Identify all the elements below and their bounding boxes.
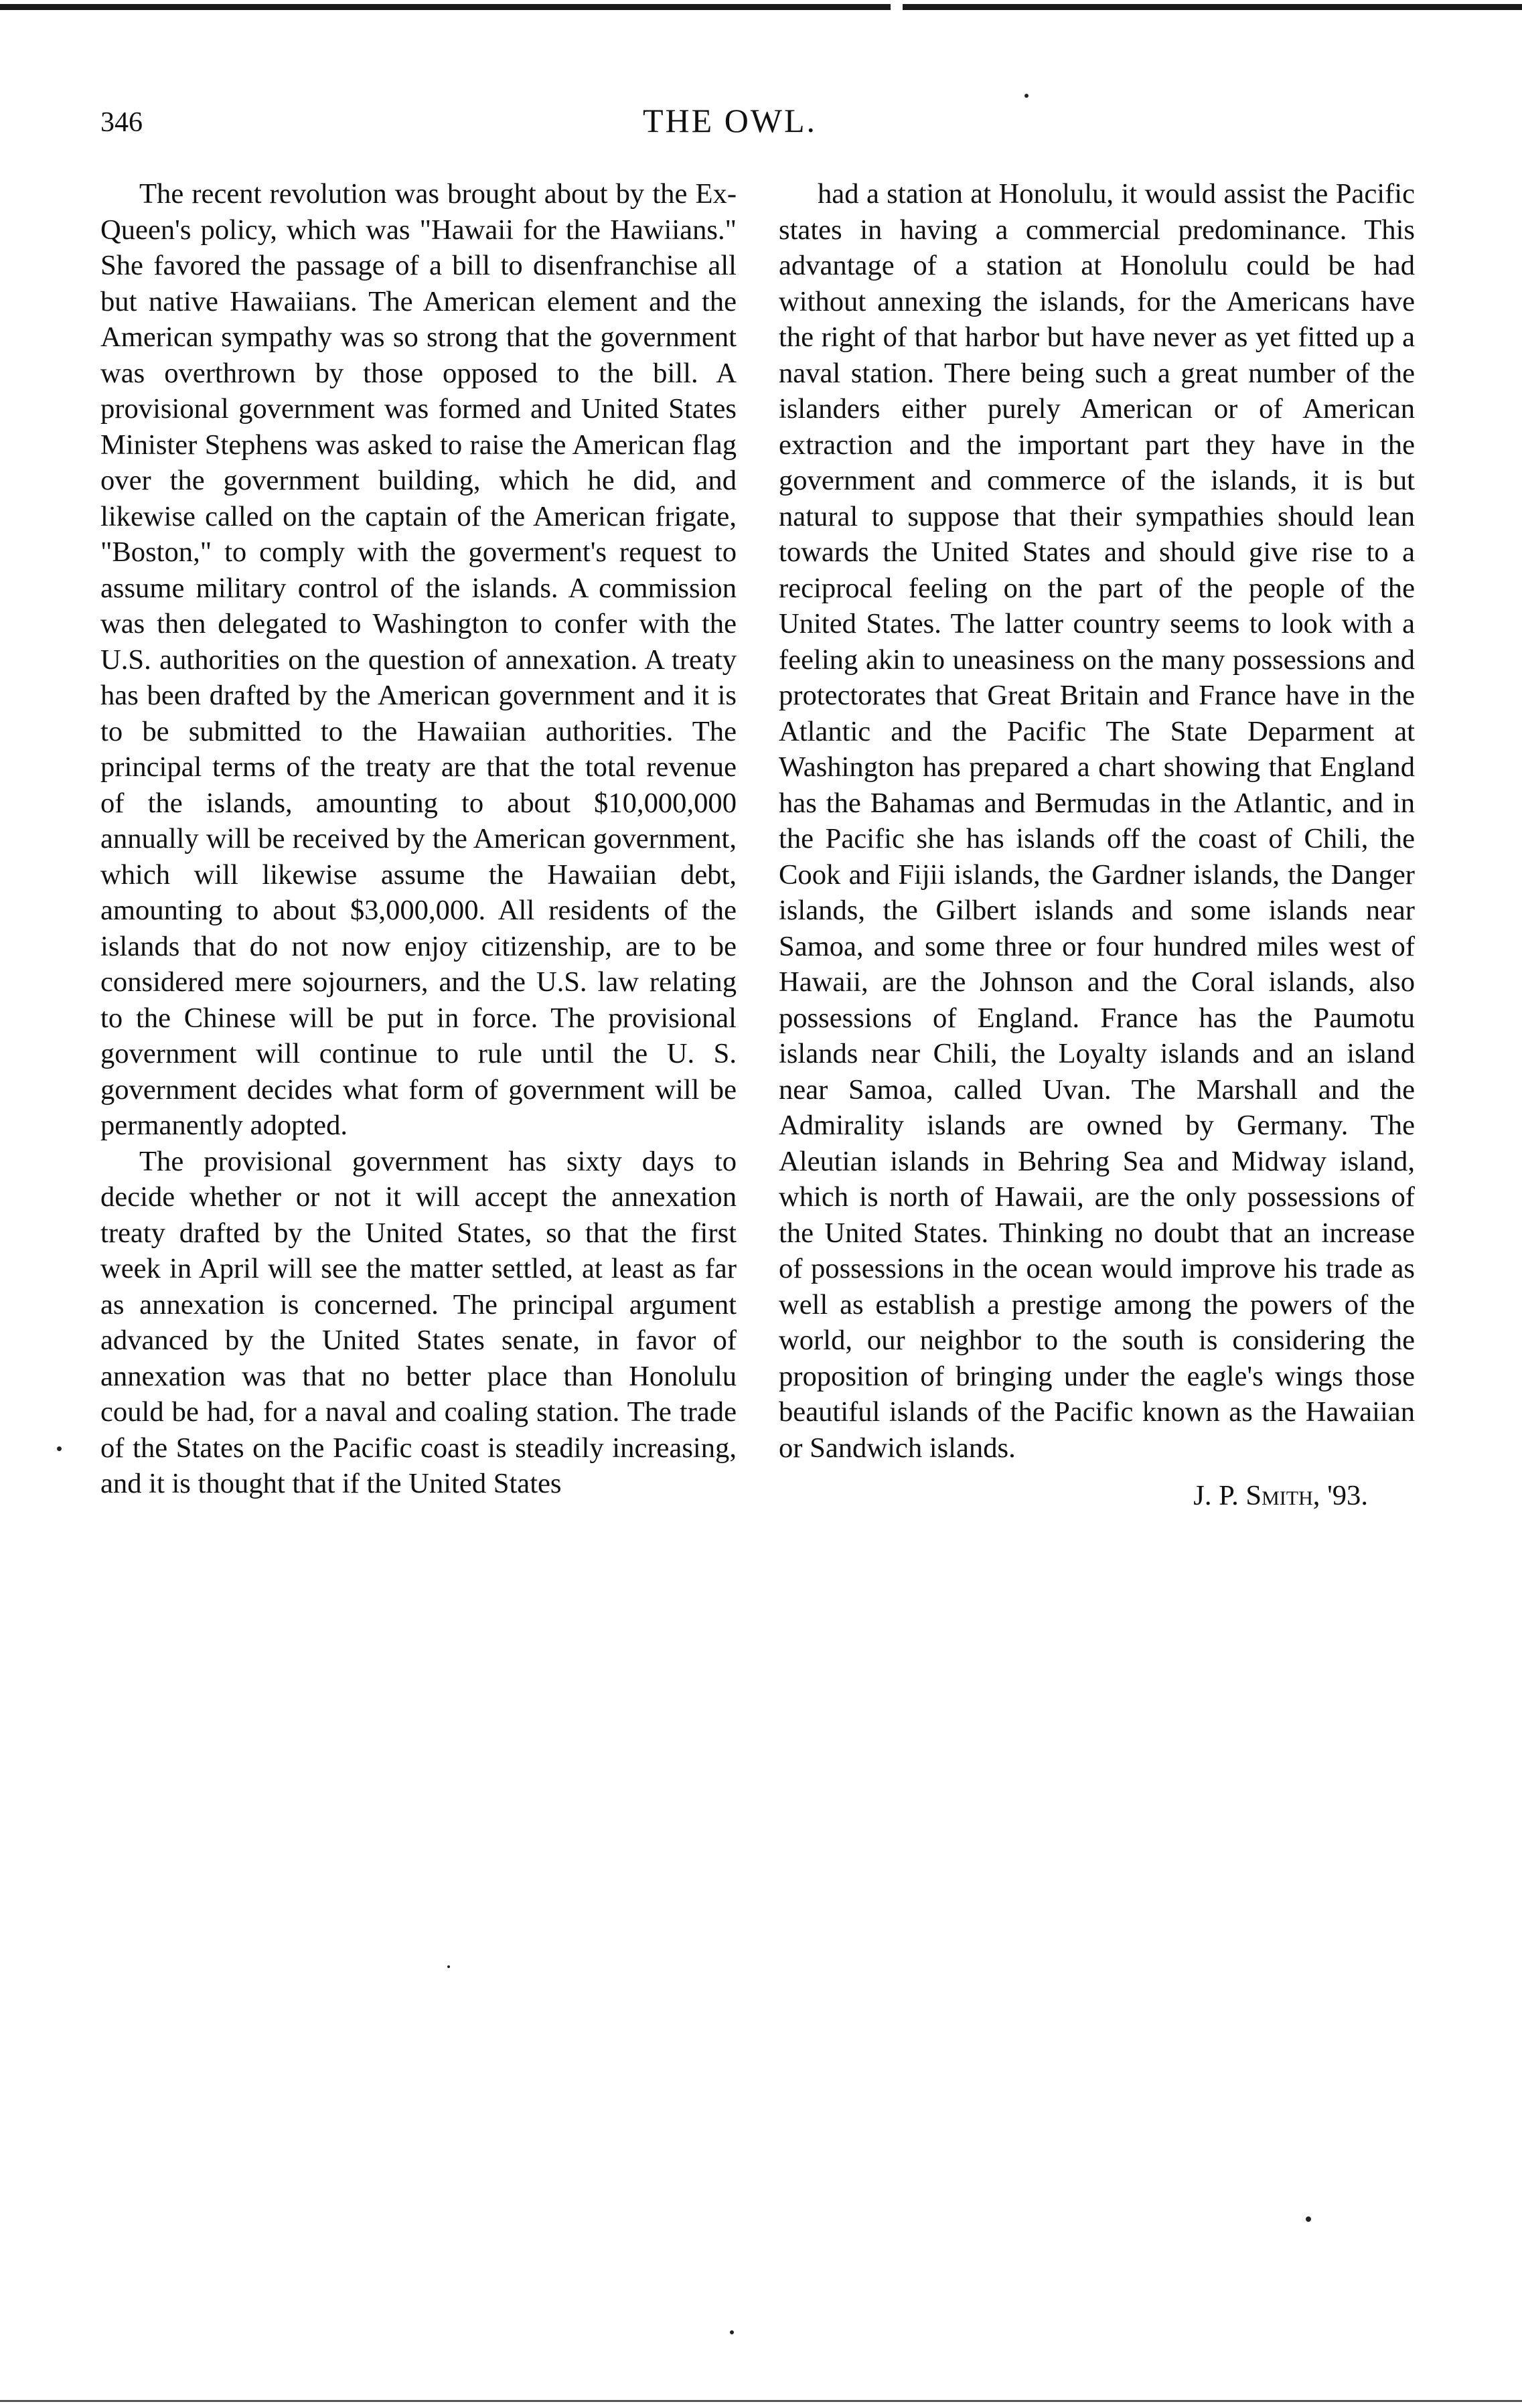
running-head: THE OWL.	[643, 102, 818, 139]
top-rule-gap	[891, 3, 903, 12]
ink-speck	[730, 2330, 734, 2334]
ink-speck	[1024, 94, 1029, 98]
ink-speck	[447, 1965, 450, 1968]
left-column	[100, 176, 737, 1502]
top-rule	[0, 4, 1522, 10]
author-signature	[779, 1478, 1415, 1514]
ink-speck	[57, 1446, 62, 1451]
left-paragraph-2: The provisional government has sixty days to decide whether or not it will accept the annexation treaty drafted by the United States, so that the first week in April will see the matter settled, at least as far as annexation is concerned. The principal argument advanced by the United States senate, in favor of annexation was that no better place than Honolulu could be had, for a naval and coaling station. The trade of the States on the Pacific coast is steadily increasing, and it is thought that if the United States	[100, 1145, 737, 1499]
author-signature-text: J. P. Smith, '93.	[1193, 1480, 1368, 1511]
ink-speck	[1306, 2216, 1311, 2222]
left-paragraph-1: The recent revolution was brought about by the Ex-Queen's policy, which was "Hawaii for the Hawiians." She favored the passage of a bill to disenfranchise all but native Hawaiians. The American element and the American sympathy was so strong that the government was overthrown by those opposed to the bill. A provisional government was formed and United States Minister Stephens was asked to raise the American flag over the government building, which he did, and likewise called on the captain of the American frigate, "Boston," to comply with the goverment's request to assume military control of the islands. A commission was then delegated to Washington to confer with the U.S. authorities on the question of annexation. A treaty has been drafted by the American government and it is to be submitted to the Hawaiian authorities. The principal terms of the treaty are that the total revenue of the islands, amounting to about $10,000,000 annually will be received by the American government, which will likewise assume the Hawaiian debt, amounting to about $3,000,000. All residents of the islands that do not now enjoy citizenship, are to be considered mere sojourners, and the U.S. law relating to the Chinese will be put in force. The provisional government will continue to rule until the U. S. government decides what form of government will be permanently adopted.	[100, 178, 737, 1141]
right-paragraph-1: had a station at Honolulu, it would assist the Pacific states in having a commercial predominance. This advantage of a station at Honolulu could be had without annexing the islands, for the Americans have the right of that harbor but have never as yet fitted up a naval station. There being such a great number of the islanders either purely American or of American extraction and the important part they have in the government and commerce of the islands, it is but natural to suppose that their sympathies should lean towards the United States and should give rise to a reciprocal feeling on the part of the people of the United States. The latter country seems to look with a feeling akin to uneasiness on the many possessions and protectorates that Great Britain and France have in the Atlantic and the Pacific The State Deparment at Washington has prepared a chart showing that England has the Bahamas and Bermudas in the Atlantic, and in the Pacific she has islands off the coast of Chili, the Cook and Fijii islands, the Gardner islands, the Danger islands, the Gilbert islands and some islands near Samoa, and some three or four hundred miles west of Hawaii, are the Johnson and the Coral islands, also possessions of England. France has the Paumotu islands near Chili, the Loyalty islands and an island near Samoa, called Uvan. The Marshall and the Admirality islands are owned by Germany. The Aleutian islands in Behring Sea and Midway island, which is north of Hawaii, are the only possessions of the United States. Thinking no doubt that an increase of possessions in the ocean would improve his trade as well as establish a prestige among the powers of the world, our neighbor to the south is considering the proposition of bringing under the eagle's wings those beautiful islands of the Pacific known as the Hawaiian or Sandwich islands.	[779, 178, 1415, 1464]
page-number: 346	[100, 107, 143, 138]
bottom-rule	[0, 2400, 1522, 2402]
right-column	[779, 176, 1415, 1514]
